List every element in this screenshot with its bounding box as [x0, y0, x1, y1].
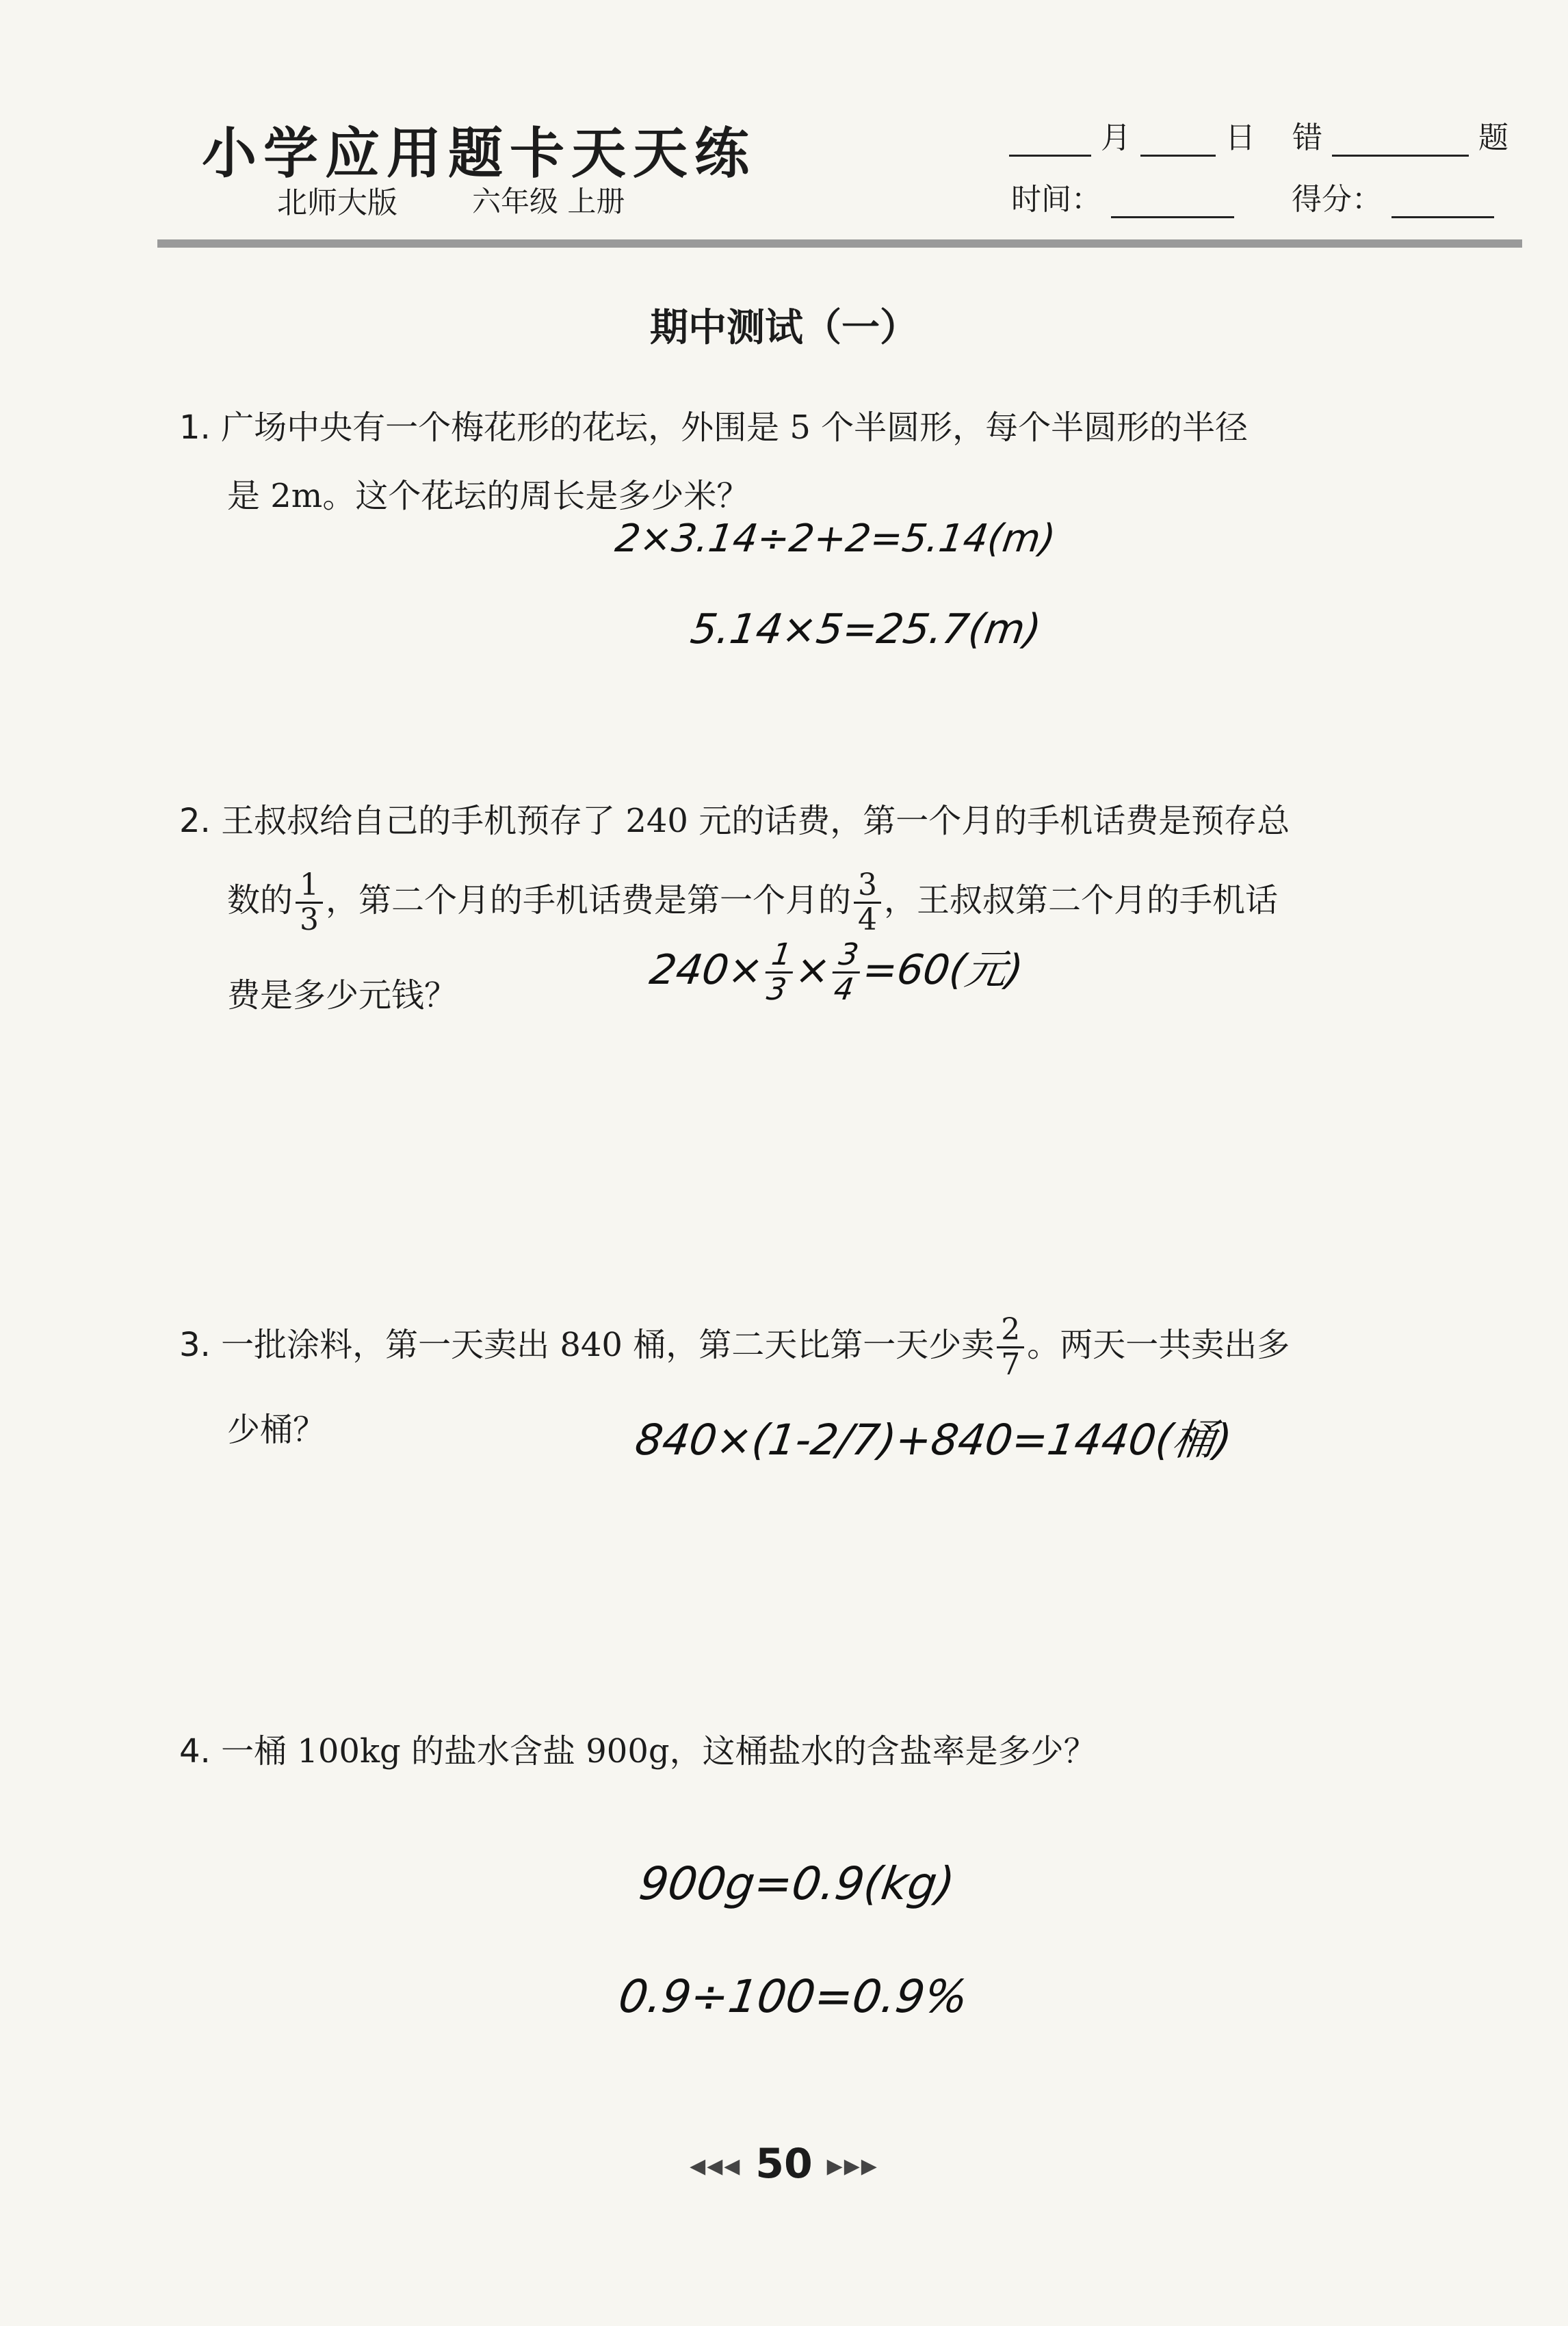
fraction-denominator: 3 [300, 902, 319, 937]
page-number [0, 2140, 1568, 2188]
fraction-denominator: 4 [858, 902, 878, 937]
question-2-text-b: ，第二个月的手机话费是第一个月的 [326, 881, 852, 919]
fraction-numerator: 3 [833, 939, 865, 973]
month-blank[interactable] [1009, 127, 1091, 157]
answer-1-line-2: 5.14×5=25.7(m) [688, 605, 1045, 653]
fraction-two-sevenths [997, 1314, 1024, 1381]
fraction-numerator: 2 [997, 1314, 1024, 1348]
date-error-line [1009, 113, 1508, 157]
question-3-line-1 [179, 1314, 1290, 1381]
question-1-number: 1. [179, 408, 211, 447]
fraction-numerator: 3 [854, 869, 881, 904]
left-arrows-icon: ◀◀◀ [690, 2154, 742, 2178]
question-4-number: 4. [179, 1732, 211, 1770]
header-divider [157, 239, 1522, 248]
time-label: 时间： [1011, 182, 1101, 217]
fraction-numerator: 1 [296, 869, 323, 904]
day-label: 日 [1225, 120, 1255, 155]
fraction-three-fourths [854, 869, 881, 937]
question-2-text-c: ，王叔叔第二个月的手机话 [884, 881, 1279, 919]
score-label: 得分： [1292, 182, 1382, 217]
time-score-line [1011, 174, 1494, 218]
answer-2-part-a: 240× [646, 946, 767, 994]
question-label: 题 [1478, 120, 1508, 155]
answer-2 [645, 937, 1028, 1006]
question-2-line-1 [179, 800, 1290, 841]
fraction-denominator: 4 [831, 971, 857, 1007]
question-3-text-b: 。两天一共卖出多 [1027, 1326, 1290, 1364]
wrong-label: 错 [1292, 120, 1322, 155]
answer-4-line-2: 0.9÷100=0.9% [615, 1970, 971, 2023]
page-number-value: 50 [755, 2140, 813, 2188]
answer-fraction-three-fourths [828, 939, 865, 1006]
score-blank[interactable] [1391, 189, 1494, 218]
question-4-text: 一桶 100kg 的盐水含盐 900g，这桶盐水的含盐率是多少？ [221, 1732, 1097, 1770]
edition-label: 北师大版 [277, 185, 397, 220]
question-3-text-a: 一批涂料，第一天卖出 840 桶，第二天比第一天少卖 [221, 1326, 995, 1364]
fraction-denominator: 7 [1001, 1347, 1021, 1382]
book-title: 小学应用题卡天天练 [202, 122, 756, 185]
question-2-text: 王叔叔给自己的手机预存了 240 元的话费，第一个月的手机话费是预存总 [221, 802, 1290, 840]
answer-3: 840×(1-2/7)+840=1440(桶) [632, 1415, 1236, 1465]
answer-fraction-one-third [761, 939, 798, 1006]
question-3-line-2: 少桶？ [227, 1411, 326, 1449]
question-1-line-2: 是 2m。这个花坛的周长是多少米？ [227, 477, 750, 515]
question-2-line-2 [227, 869, 1278, 937]
test-title: 期中测试（一） [650, 306, 918, 350]
question-1-text: 广场中央有一个梅花形的花坛，外围是 5 个半圆形，每个半圆形的半径 [221, 408, 1249, 447]
time-blank[interactable] [1111, 189, 1234, 218]
day-blank[interactable] [1140, 127, 1216, 157]
question-4-line-1 [179, 1731, 1097, 1772]
answer-2-part-b: × [792, 946, 834, 994]
question-3-number: 3. [179, 1326, 211, 1364]
question-2-number: 2. [179, 802, 211, 840]
fraction-denominator: 3 [764, 971, 789, 1007]
month-label: 月 [1101, 120, 1131, 155]
question-2-line-3: 费是多少元钱？ [227, 976, 458, 1015]
fraction-one-third [296, 869, 323, 937]
right-arrows-icon: ▶▶▶ [826, 2154, 878, 2178]
answer-2-part-c: =60(元) [859, 946, 1026, 994]
fraction-numerator: 1 [765, 939, 797, 973]
answer-4-line-1: 900g=0.9(kg) [636, 1857, 958, 1910]
grade-label: 六年级 上册 [472, 185, 625, 218]
answer-1-line-1: 2×3.14÷2+2=5.14(m) [612, 517, 1058, 561]
question-1-line-1 [179, 407, 1248, 448]
wrong-count-blank[interactable] [1332, 127, 1469, 157]
question-2-text-a: 数的 [227, 881, 293, 919]
